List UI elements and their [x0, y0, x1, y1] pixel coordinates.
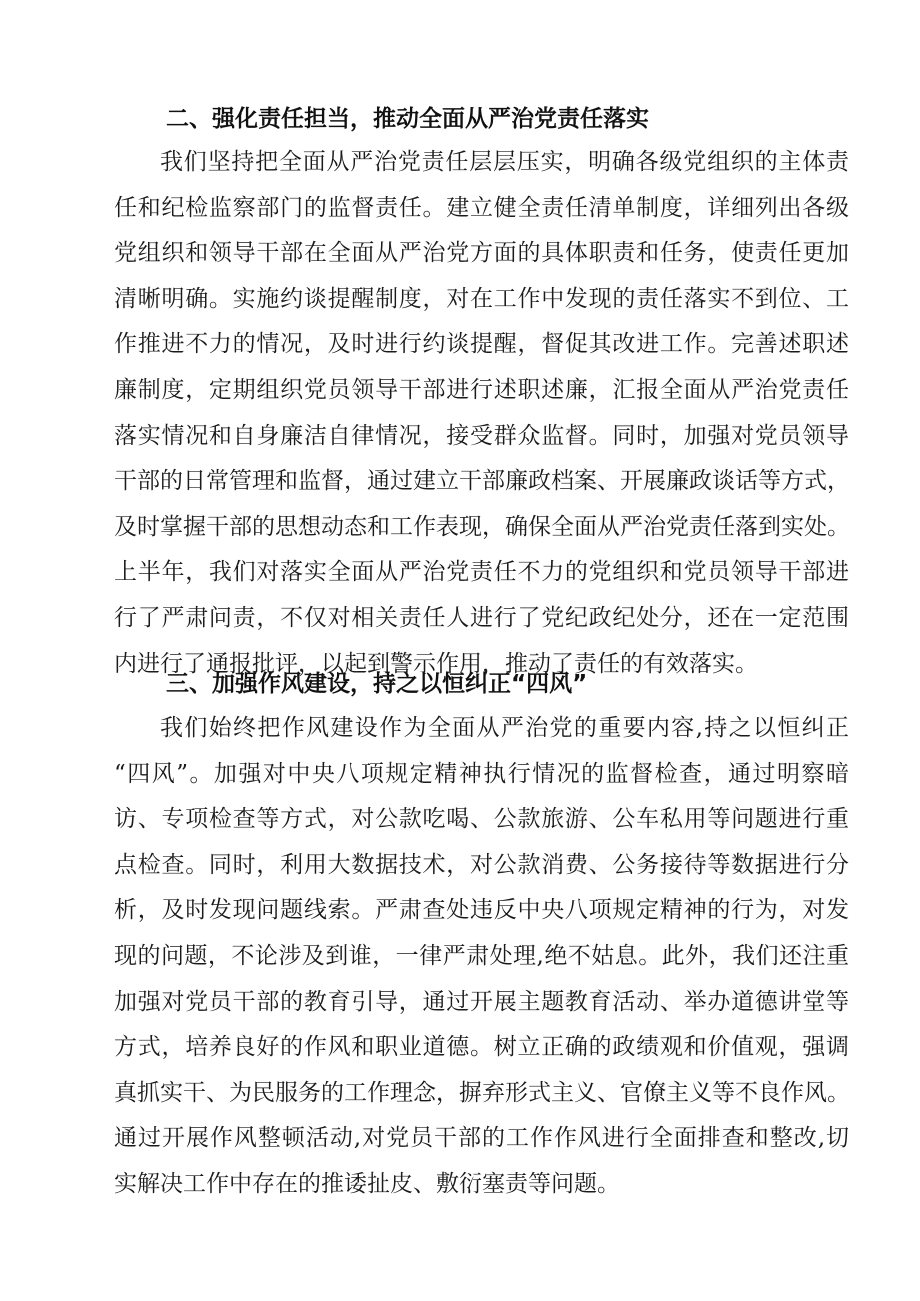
- paragraph-line: 落实情况和自身廉洁自律情况，接受群众监督。同时，加强对党员领导: [114, 422, 849, 449]
- paragraph-line: 访、专项检查等方式，对公款吃喝、公款旅游、公车私用等问题进行重: [114, 806, 849, 833]
- section-3-paragraph: [114, 706, 849, 1208]
- paragraph-line: 作推进不力的情况，及时进行约谈提醒，督促其改进工作。完善述职述: [114, 331, 849, 358]
- paragraph-line: 及时掌握干部的思想动态和工作表现，确保全面从严治党责任落到实处。: [114, 513, 850, 540]
- paragraph-line: 我们始终把作风建设作为全面从严治党的重要内容,持之以恒纠正: [160, 715, 849, 741]
- paragraph-line: 现的问题，不论涉及到谁，一律严肃处理,绝不姑息。此外，我们还注重: [114, 942, 849, 969]
- paragraph-line: 通过开展作风整顿活动,对党员干部的工作作风进行全面排查和整改,切: [114, 1125, 849, 1152]
- paragraph-line: 实解决工作中存在的推诿扯皮、敷衍塞责等问题。: [114, 1170, 620, 1197]
- paragraph-line: 方式，培养良好的作风和职业道德。树立正确的政绩观和价值观，强调: [114, 1034, 849, 1061]
- paragraph-line: 干部的日常管理和监督，通过建立干部廉政档案、开展廉政谈话等方式，: [114, 468, 850, 495]
- section-2-paragraph: [114, 140, 849, 687]
- paragraph-line: 点检查。同时，利用大数据技术，对公款消费、公务接待等数据进行分: [114, 851, 849, 878]
- section-heading-3: 三、加强作风建设，持之以恒纠正“四风”: [166, 671, 588, 697]
- section-heading-2: 二、强化责任担当，推动全面从严治党责任落实: [166, 106, 649, 132]
- paragraph-line: 加强对党员干部的教育引导，通过开展主题教育活动、举办道德讲堂等: [114, 988, 849, 1015]
- paragraph-line: 真抓实干、为民服务的工作理念，摒弃形式主义、官僚主义等不良作风。: [114, 1079, 850, 1106]
- paragraph-line: 廉制度，定期组织党员领导干部进行述职述廉，汇报全面从严治党责任: [114, 376, 849, 403]
- paragraph-line: “四风”。加强对中央八项规定精神执行情况的监督检查，通过明察暗: [114, 760, 849, 787]
- paragraph-line: 党组织和领导干部在全面从严治党方面的具体职责和任务，使责任更加: [114, 240, 849, 267]
- paragraph-line: 行了严肃问责，不仅对相关责任人进行了党纪政纪处分，还在一定范围: [114, 604, 849, 631]
- paragraph-line: 上半年，我们对落实全面从严治党责任不力的党组织和党员领导干部进: [114, 559, 849, 586]
- paragraph-line: 我们坚持把全面从严治党责任层层压实，明确各级党组织的主体责: [160, 149, 849, 175]
- paragraph-line: 内进行了通报批评，以起到警示作用，推动了责任的有效落实。: [114, 650, 758, 677]
- paragraph-line: 析，及时发现问题线索。严肃查处违反中央八项规定精神的行为，对发: [114, 897, 849, 924]
- paragraph-line: 清晰明确。实施约谈提醒制度，对在工作中发现的责任落实不到位、工: [114, 285, 849, 312]
- paragraph-line: 任和纪检监察部门的监督责任。建立健全责任清单制度，详细列出各级: [114, 194, 849, 221]
